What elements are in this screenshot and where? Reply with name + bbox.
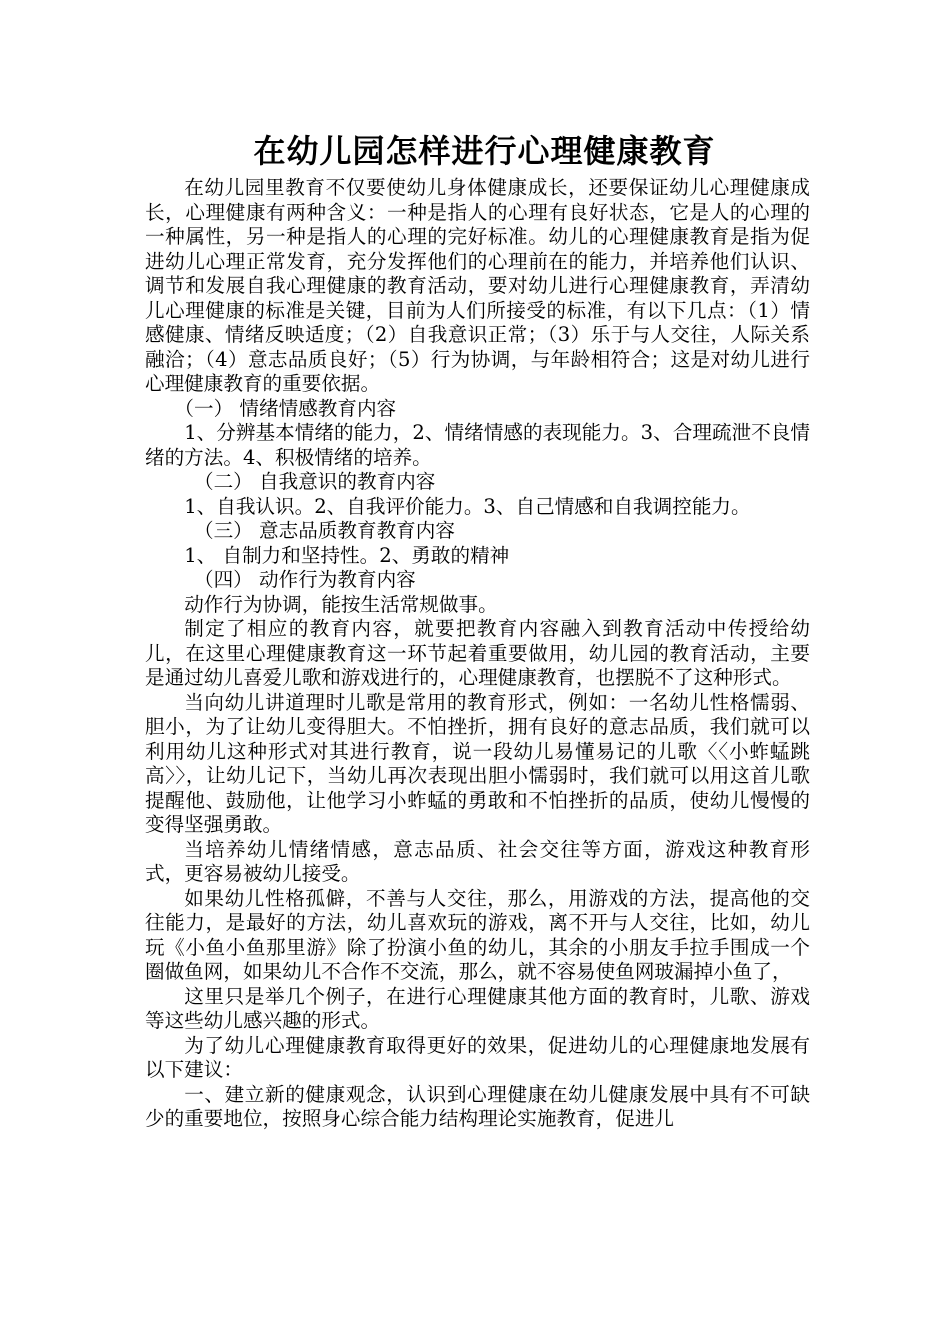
section-heading-emotion: （一） 情绪情感教育内容 <box>174 396 397 420</box>
section-heading-self-awareness: （二） 自我意识的教育内容 <box>194 470 436 493</box>
document-title: 在幼儿园怎样进行心理健康教育 <box>253 132 716 170</box>
self-awareness-content-paragraph: 1、自我认识。2、自我评价能力。3、自己情感和自我调控能力。 <box>184 494 751 518</box>
body-paragraph: 一、建立新的健康观念，认识到心理健康在幼儿健康发展中具有不可缺少的重要地位，按照身心综合能力结构理论实施教育，促进儿 <box>145 1082 810 1130</box>
document-page <box>145 128 810 1132</box>
body-paragraph: 当向幼儿讲道理时儿歌是常用的教育形式，例如：一名幼儿性格懦弱、胆小，为了让幼儿变得胆大。不怕挫折，拥有良好的意志品质，我们就可以利用幼儿这种形式对其进行教育，说一段幼儿易懂易记的儿歌〈〈小蚱蜢跳高〉〉，让幼儿记下，当幼儿再次表现出胆小懦弱时，我们就可以用这首儿歌提醒他、鼓励他，让他学习小蚱蜢的勇敢和不怕挫折的品质，使幼儿慢慢的变得坚强勇敢。 <box>145 690 810 836</box>
body-paragraph: 为了幼儿心理健康教育取得更好的效果，促进幼儿的心理健康地发展有以下建议： <box>145 1033 810 1081</box>
intro-paragraph: 在幼儿园里教育不仅要使幼儿身体健康成长，还要保证幼儿心理健康成长，心理健康有两种含义：一种是指人的心理有良好状态，它是人的心理的一种属性，另一种是指人的心理的完好标准。幼儿的心理健康教育是指为促进幼儿心理正常发育，充分发挥他们的心理前在的能力，并培养他们认识、调节和发展自我心理健康的教育活动，要对幼儿进行心理健康教育，弄清幼儿心理健康的标准是关键，目前为人们所接受的标准，有以下几点：（1）情感健康、情绪反映适度；（2）自我意识正常；（3）乐于与人交往，人际关系融洽；（4）意志品质良好；（5）行为协调，与年龄相符合；这是对幼儿进行心理健康教育的重要依据。 <box>145 176 810 395</box>
section-heading-will-quality: （三） 意志品质教育教育内容 <box>194 519 455 542</box>
section-heading-motor-behavior: （四） 动作行为教育内容 <box>194 568 416 591</box>
motor-behavior-content-paragraph: 动作行为协调，能按生活常规做事。 <box>184 592 498 616</box>
body-paragraph: 制定了相应的教育内容，就要把教育内容融入到教育活动中传授给幼儿，在这里心理健康教育这一环节起着重要做用，幼儿园的教育活动，主要是通过幼儿喜爱儿歌和游戏进行的，心理健康教育，也摆脱不了这种形式。 <box>145 617 810 689</box>
body-paragraph: 如果幼儿性格孤僻，不善与人交往，那么，用游戏的方法，提高他的交往能力，是最好的方法，幼儿喜欢玩的游戏，离不开与人交往，比如，幼儿玩《小鱼小鱼那里游》除了扮演小鱼的幼儿，其余的小朋友手拉手围成一个圈做鱼网，如果幼儿不合作不交流，那么，就不容易使鱼网玻漏掉小鱼了， <box>145 886 810 983</box>
will-quality-content-paragraph: 1、 自制力和坚持性。2、勇敢的精神 <box>184 543 510 567</box>
body-paragraph: 当培养幼儿情绪情感，意志品质、社会交往等方面，游戏这种教育形式，更容易被幼儿接受。 <box>145 837 810 885</box>
emotion-content-paragraph: 1、分辨基本情绪的能力，2、情绪情感的表现能力。3、合理疏泄不良情绪的方法。4、积极情绪的培养。 <box>145 421 810 469</box>
body-paragraph: 这里只是举几个例子，在进行心理健康其他方面的教育时，儿歌、游戏等这些幼儿感兴趣的形式。 <box>145 984 810 1032</box>
